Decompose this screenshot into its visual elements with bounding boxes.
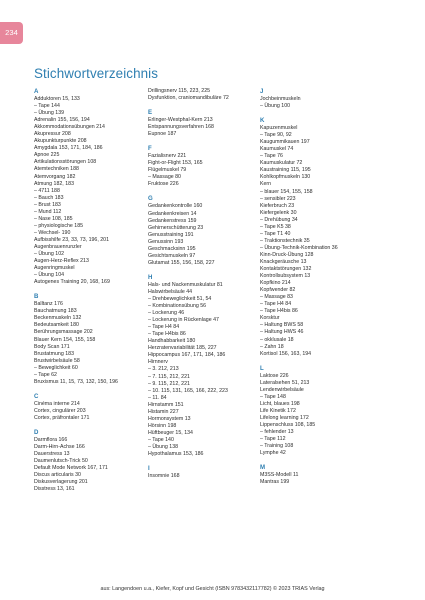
index-subentry: – Drehübung 34 (260, 216, 298, 223)
index-entry: Akupunkturpunkte 208 (34, 138, 87, 145)
index-entry: Hormonsystem 13 (148, 415, 191, 422)
index-entry: Artikulationsstörungen 108 (34, 159, 97, 166)
index-entry: Fight-or-Flight 153, 165 (148, 160, 203, 167)
index-letter-heading: M (260, 464, 266, 472)
index-subentry: – Tape 62 (34, 371, 57, 378)
index-entry: Discus articularis 30 (34, 472, 81, 479)
index-entry: Flügelmuskel 79 (148, 167, 187, 174)
index-entry: Berührungsmassage 202 (34, 329, 93, 336)
index-entry: Augenbrauenrunzler (34, 243, 82, 250)
index-entry: Kinn-Druck-Übung 128 (260, 251, 314, 258)
index-entry: Brustatmung 183 (34, 350, 74, 357)
index-entry: Akupressur 208 (34, 131, 71, 138)
section-gap (260, 457, 410, 464)
page-title: Stichwortverzeichnis (34, 66, 159, 81)
section-gap (260, 358, 410, 365)
index-entry: Kiefergelenk 30 (260, 209, 297, 216)
index-entry: Beckenmuskeln 132 (34, 315, 82, 322)
index-subentry: – Übung 100 (260, 103, 291, 110)
index-subentry: – okklusale 18 (260, 336, 294, 343)
index-entry: Insomnie 168 (148, 473, 180, 480)
index-entry: Default Mode Network 167, 171 (34, 465, 108, 472)
index-entry: Body Scan 171 (34, 343, 70, 350)
index-entry: Laktose 226 (260, 372, 289, 379)
index-subentry: – 3. 212, 213 (148, 366, 179, 373)
index-entry: Herzratenvariabilität 185, 227 (148, 345, 217, 352)
index-entry: Lateralsehen 51, 213 (260, 379, 310, 386)
index-entry: Fruktose 226 (148, 181, 179, 188)
index-entry: Kopfkino 214 (260, 280, 291, 287)
index-entry: Erlinger-Westphal-Kern 213 (148, 117, 213, 124)
index-entry: Drillingsnerv 115, 223, 225 (148, 88, 211, 94)
index-entry: Daumenlutsch-Trick 50 (34, 458, 88, 465)
index-entry: Handhabbarkeit 180 (148, 338, 196, 345)
index-subentry: – Kombinationsübung 56 (148, 303, 207, 310)
index-subentry: – 11. 84 (148, 394, 167, 401)
page-number-tab: 234 (0, 22, 23, 44)
index-entry: Kaustraining 115, 195 (260, 167, 311, 174)
index-column-3 (260, 88, 410, 486)
index-subentry: – Übung 104 (34, 272, 65, 279)
index-entry: Jochbeinmuskeln (260, 96, 301, 102)
index-entry: Geschmacksinn 195 (148, 245, 196, 252)
index-entry: Genusstraining 191 (148, 231, 194, 238)
index-entry: Gedankenstress 159 (148, 217, 197, 224)
index-entry: Kontrollsubsystem 13 (260, 273, 311, 280)
index-subentry: – Tape H4 84 (148, 324, 180, 331)
index-entry: Apnoe 225 (34, 152, 60, 159)
index-entry: Cortex, cingulärer 203 (34, 407, 86, 414)
index-entry: Histamin 227 (148, 408, 179, 415)
index-subentry: – Wechsel- 190 (34, 229, 71, 236)
index-entry: Hirnnerv (148, 359, 168, 366)
index-entry: Halswirbelsäule 44 (148, 288, 193, 295)
index-subentry: – Tape 144 (34, 103, 60, 110)
index-subentry: – Massage 80 (148, 174, 181, 181)
index-entry: Atmung 182, 183 (34, 180, 74, 187)
index-column-2 (148, 88, 260, 480)
index-subentry: – Tape K5 38 (260, 223, 291, 230)
index-entry: Disstress 13, 161 (34, 486, 75, 493)
index-entry: Bruxismus 11, 15, 73, 132, 150, 196 (34, 378, 118, 385)
index-entry: Mantras 199 (260, 479, 290, 486)
index-subentry: – Nase 108, 185 (34, 215, 73, 222)
index-entry: Life Kinetik 172 (260, 407, 296, 414)
index-entry: Akkommodationsübungen 214 (34, 124, 105, 131)
index-entry: Darm-Hirn-Achse 166 (34, 444, 85, 451)
index-letter-heading: A (34, 88, 39, 95)
index-subentry: – Übung 138 (148, 443, 179, 450)
index-entry: Brustwirbelsäule 58 (34, 357, 80, 364)
section-gap (34, 386, 146, 393)
index-entry: Dauerstress 13 (34, 451, 70, 458)
index-entry: Entspannungsverfahren 168 (148, 124, 214, 131)
index-subentry: – Traktionstechnik 35 (260, 237, 310, 244)
index-subentry: – Übung-Technik-Kombination 36 (260, 244, 338, 251)
index-entry: Lymphe 42 (260, 450, 286, 457)
index-entry: Kieferbruch 23 (260, 202, 295, 209)
index-entry: Aufbisshilfe 23, 33, 73, 196, 201 (34, 236, 110, 243)
index-subentry: – blauer 154, 155, 158 (260, 188, 313, 195)
index-entry: Darmflora 166 (34, 436, 68, 443)
section-gap (148, 188, 260, 195)
index-entry: Hypothalamus 153, 186 (148, 451, 204, 458)
source-footer: aus: Langendoen u.a., Kiefer, Kopf und Gesicht (ISBN 9783432117782) © 2023 TRIAS Verlag (100, 586, 325, 592)
index-entry: Lippenschluss 108, 185 (260, 421, 316, 428)
index-entry: Gesichtsmuskeln 97 (148, 252, 196, 259)
index-entry: Augen-Herz-Reflex 213 (34, 258, 89, 265)
index-entry: Kontaktstörungen 132 (260, 266, 312, 273)
index-subentry: – Übung 139 (34, 110, 65, 117)
index-subentry: – Tape H4bis 86 (260, 308, 298, 315)
index-entry: Kaumuskel 74 (260, 146, 294, 153)
index-letter-heading: G (148, 195, 153, 203)
index-entry: Kohlkopfmuskeln 130 (260, 174, 311, 181)
index-subentry: – Tape H4 84 (260, 301, 292, 308)
index-entry: Amygdala 153, 171, 184, 186 (34, 145, 103, 152)
index-entry: Gedankenkreisen 14 (148, 210, 197, 217)
index-subentry: – Tape 148 (260, 393, 286, 400)
index-subentry: – Beweglichkeit 60 (34, 364, 78, 371)
index-entry: Korsktur (260, 315, 280, 322)
index-entry: Adrenalin 155, 156, 194 (34, 117, 90, 124)
index-entry: Kaumuskulatur 72 (260, 160, 303, 167)
index-entry: Genussinn 193 (148, 238, 184, 245)
index-subentry: – Lockerung in Rückenlage 47 (148, 317, 219, 324)
index-entry: Kapuzenmuskel (260, 125, 298, 132)
index-entry: Dysfunktion, craniomandibuläre 72 (148, 95, 229, 102)
index-letter-heading: E (148, 109, 153, 117)
index-entry: Balltanz 176 (34, 301, 63, 308)
index-entry: Eupnoe 187 (148, 131, 177, 138)
section-gap (148, 458, 260, 465)
index-column-1 (34, 88, 146, 493)
index-entry: Kopfwender 82 (260, 287, 296, 294)
index-subentry: – Haltung BWS 58 (260, 322, 304, 329)
index-subentry: – Tape 112 (260, 436, 286, 443)
index-subentry: – Mund 112 (34, 208, 62, 215)
index-subentry: – Tape 140 (148, 436, 174, 443)
index-subentry: – Tape H4bis 86 (148, 331, 186, 338)
index-entry: Autogenes Training 20, 168, 169 (34, 279, 110, 286)
index-entry: Adduktoren 15, 133 (34, 96, 80, 102)
index-subentry: – Drehbeweglichkeit 51, 54 (148, 295, 212, 302)
index-subentry: – Brust 183 (34, 201, 61, 208)
index-entry: Hippocampus 167, 171, 184, 186 (148, 352, 226, 359)
index-entry: Hals- und Nackenmuskulatur 81 (148, 281, 223, 288)
index-subentry: – Bauch 183 (34, 194, 64, 201)
index-subentry: – 7. 115, 212, 221 (148, 373, 190, 380)
index-entry: Cinéma interne 214 (34, 400, 80, 407)
index-entry: Gehirnerschütterung 23 (148, 224, 204, 231)
index-entry: M3SS-Modell 11 (260, 472, 299, 479)
section-gap (148, 102, 260, 109)
index-entry: Augenringmuskel (34, 265, 75, 272)
index-entry: Blauer Kern 154, 155, 158 (34, 336, 96, 343)
index-entry: Kaugummikauen 197 (260, 139, 310, 146)
index-subentry: – Training 108 (260, 443, 294, 450)
index-entry: Lendenwirbelsäule (260, 386, 304, 393)
index-entry: Gedankenkontrolle 160 (148, 203, 203, 210)
index-subentry: – 10. 115, 131, 165, 166, 222, 223 (148, 387, 228, 394)
index-letter-heading: I (148, 465, 150, 473)
index-entry: Kortisol 156, 163, 194 (260, 350, 312, 357)
index-entry: Atemtechniken 188 (34, 166, 79, 173)
index-entry: Bauchatmung 183 (34, 308, 77, 315)
index-letter-heading: J (260, 88, 264, 95)
index-entry: Knackgeräusche 13 (260, 258, 307, 265)
index-letter-heading: H (148, 273, 153, 281)
index-letter-heading: B (34, 293, 39, 301)
index-letter-heading: F (148, 145, 152, 153)
section-gap (34, 286, 146, 293)
index-entry: Lifelong learning 172 (260, 414, 309, 421)
index-entry: Licht, blaues 198 (260, 400, 300, 407)
index-subentry: – Haltung HWS 46 (260, 329, 304, 336)
index-letter-heading: C (34, 392, 39, 400)
index-entry: Fazialisnerv 221 (148, 153, 187, 160)
index-letter-heading: L (260, 364, 264, 372)
section-gap (260, 110, 410, 117)
index-entry: Bedeutsamkeit 180 (34, 322, 79, 329)
index-entry: Hüftbeuger 15, 134 (148, 429, 193, 436)
index-subentry: – sensibler 223 (260, 195, 296, 202)
index-entry: Glutamat 155, 156, 158, 227 (148, 259, 215, 266)
index-subentry: – Tape 76 (260, 153, 283, 160)
section-gap (148, 267, 260, 274)
index-subentry: – 4711 188 (34, 187, 60, 194)
index-subentry: – Zahn 18 (260, 343, 284, 350)
index-letter-heading: D (34, 428, 39, 436)
section-gap (148, 138, 260, 145)
index-entry: Cortex, präfrontaler 171 (34, 414, 90, 421)
index-entry: Hirnstamm 151 (148, 401, 184, 408)
index-entry: Atemvorgang 182 (34, 173, 76, 180)
index-subentry: – fehlender 13 (260, 429, 294, 436)
index-entry: Hörsinn 198 (148, 422, 177, 429)
section-gap (34, 422, 146, 429)
index-entry: Diskusverlagerung 201 (34, 479, 88, 486)
index-subentry: – Lockerung 46 (148, 310, 185, 317)
index-subentry: – 9. 115, 212, 221 (148, 380, 190, 387)
index-letter-heading: K (260, 117, 265, 125)
index-subentry: – physiologische 185 (34, 222, 84, 229)
index-subentry: – Tape T1 40 (260, 230, 291, 237)
index-subentry: – Tape 90, 92 (260, 132, 292, 139)
index-subentry: – Übung 102 (34, 251, 65, 258)
index-entry: Kern (260, 181, 272, 188)
index-subentry: – Massage 83 (260, 294, 293, 301)
